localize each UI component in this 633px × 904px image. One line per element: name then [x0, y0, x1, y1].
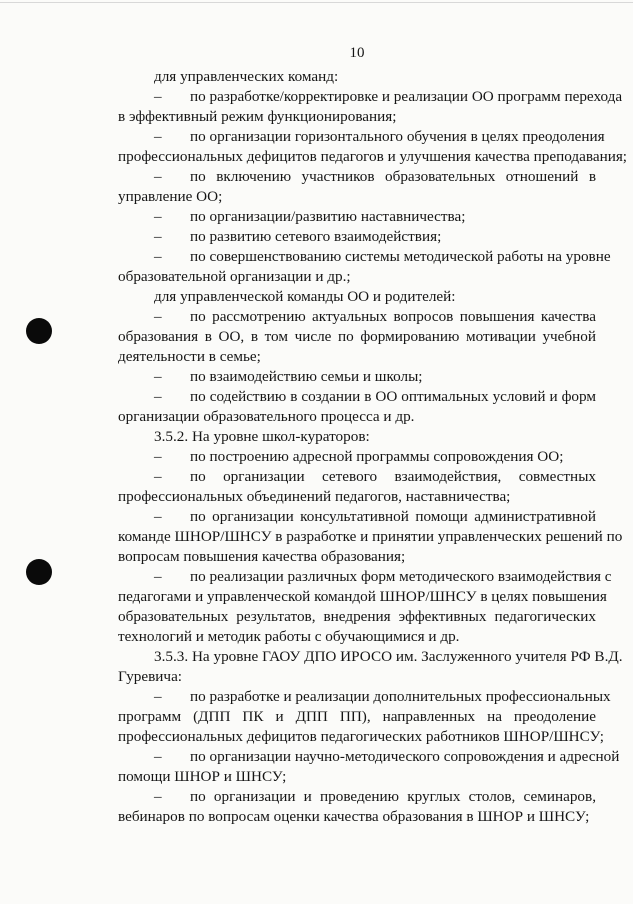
- line-text: помощи ШНОР и ШНСУ;: [118, 768, 287, 785]
- text-line: [118, 327, 596, 346]
- line-text: педагогами и управленческой командой ШНОР/ШНСУ в целях повышения: [118, 588, 607, 605]
- text-line: [118, 607, 596, 626]
- dash-marker: –: [154, 308, 162, 325]
- line-text: по рассмотрению актуальных вопросов повышения качества: [190, 308, 596, 325]
- line-text: технологий и методик работы с обучающимися и др.: [118, 628, 460, 645]
- dash-marker: –: [154, 508, 162, 525]
- dash-marker: –: [154, 128, 162, 145]
- line-text: по взаимодействию семьи и школы;: [190, 368, 423, 385]
- list-item: [118, 507, 596, 526]
- list-item: [118, 87, 623, 106]
- list-item: [118, 247, 611, 266]
- text-line: [118, 267, 596, 286]
- line-text: по содействию в создании в ОО оптимальных условий и форм: [190, 388, 596, 405]
- line-text: для управленческой команды ОО и родителей:: [154, 288, 456, 305]
- dash-marker: –: [154, 168, 162, 185]
- section-heading: [118, 647, 623, 666]
- dash-marker: –: [154, 388, 162, 405]
- line-text: профессиональных дефицитов педагогических работников ШНОР/ШНСУ;: [118, 728, 604, 745]
- line-text: вопросам повышения качества образования;: [118, 548, 406, 565]
- line-text: программ (ДПП ПК и ДПП ПП), направленных на преодоление: [118, 708, 596, 725]
- line-text: по реализации различных форм методического взаимодействия с: [190, 568, 612, 585]
- list-item: [118, 307, 596, 326]
- dash-marker: –: [154, 748, 162, 765]
- text-line: [118, 487, 596, 506]
- dash-marker: –: [154, 368, 162, 385]
- text-line: [118, 547, 596, 566]
- line-text: по включению участников образовательных отношений в: [190, 168, 596, 185]
- text-line: [118, 767, 596, 786]
- line-text: профессиональных дефицитов педагогов и улучшения качества преподавания;: [118, 148, 628, 165]
- list-item: [118, 127, 605, 146]
- line-text: по построению адресной программы сопровождения ОО;: [190, 448, 564, 465]
- line-text: образования в ОО, в том числе по формированию мотивации учебной: [118, 328, 596, 345]
- line-text: по совершенствованию системы методической работы на уровне: [190, 248, 611, 265]
- list-item: [118, 447, 596, 466]
- list-item: [118, 687, 611, 706]
- line-text: 3.5.3. На уровне ГАОУ ДПО ИРОСО им. Заслуженного учителя РФ В.Д.: [154, 648, 623, 665]
- dash-marker: –: [154, 448, 162, 465]
- text-line: [118, 727, 604, 746]
- line-text: организации образовательного процесса и др.: [118, 408, 415, 425]
- page-number: 10: [349, 45, 365, 61]
- line-text: вебинаров по вопросам оценки качества образования в ШНОР и ШНСУ;: [118, 808, 590, 825]
- dash-marker: –: [154, 208, 162, 225]
- binder-hole-top: [26, 318, 52, 344]
- dash-marker: –: [154, 688, 162, 705]
- line-text: команде ШНОР/ШНСУ в разработке и принятии управленческих решений по: [118, 528, 623, 545]
- text-line: [118, 527, 623, 546]
- dash-marker: –: [154, 248, 162, 265]
- list-item: [118, 787, 596, 806]
- text-line: [118, 807, 596, 826]
- line-text: по организации научно-методического сопровождения и адресной: [190, 748, 620, 765]
- list-item: [118, 367, 596, 386]
- line-text: по разработке/корректировке и реализации ОО программ перехода: [190, 88, 623, 105]
- list-item: [118, 467, 596, 486]
- text-line: [118, 407, 596, 426]
- list-item: [118, 167, 596, 186]
- line-text: образовательной организации и др.;: [118, 268, 351, 285]
- line-text: по организации горизонтального обучения в целях преодоления: [190, 128, 605, 145]
- text-line: [118, 627, 596, 646]
- list-item: [118, 567, 612, 586]
- line-text: 3.5.2. На уровне школ-кураторов:: [154, 428, 370, 445]
- line-text: по организации консультативной помощи административной: [190, 508, 596, 525]
- list-item: [118, 747, 620, 766]
- line-text: в эффективный режим функционирования;: [118, 108, 397, 125]
- text-line: [118, 667, 596, 686]
- text-line: [118, 287, 596, 306]
- text-line: [118, 587, 607, 606]
- list-item: [118, 227, 596, 246]
- list-item: [118, 387, 596, 406]
- text-line: [118, 67, 596, 86]
- line-text: образовательных результатов, внедрения эффективных педагогических: [118, 608, 596, 625]
- dash-marker: –: [154, 88, 162, 105]
- section-heading: [118, 427, 596, 446]
- line-text: управление ОО;: [118, 188, 223, 205]
- line-text: Гуревича:: [118, 668, 183, 685]
- list-item: [118, 207, 596, 226]
- dash-marker: –: [154, 228, 162, 245]
- dash-marker: –: [154, 568, 162, 585]
- line-text: для управленческих команд:: [154, 68, 339, 85]
- text-line: [118, 707, 596, 726]
- line-text: по организации/развитию наставничества;: [190, 208, 466, 225]
- line-text: по развитию сетевого взаимодействия;: [190, 228, 442, 245]
- line-text: по организации сетевого взаимодействия, совместных: [190, 468, 596, 485]
- binder-hole-bottom: [26, 559, 52, 585]
- text-line: [118, 107, 596, 126]
- line-text: деятельности в семье;: [118, 348, 261, 365]
- line-text: по разработке и реализации дополнительных профессиональных: [190, 688, 611, 705]
- dash-marker: –: [154, 468, 162, 485]
- dash-marker: –: [154, 788, 162, 805]
- text-line: [118, 147, 628, 166]
- line-text: по организации и проведению круглых столов, семинаров,: [190, 788, 596, 805]
- scan-edge-line: [0, 2, 633, 3]
- text-line: [118, 187, 596, 206]
- line-text: профессиональных объединений педагогов, наставничества;: [118, 488, 511, 505]
- text-line: [118, 347, 596, 366]
